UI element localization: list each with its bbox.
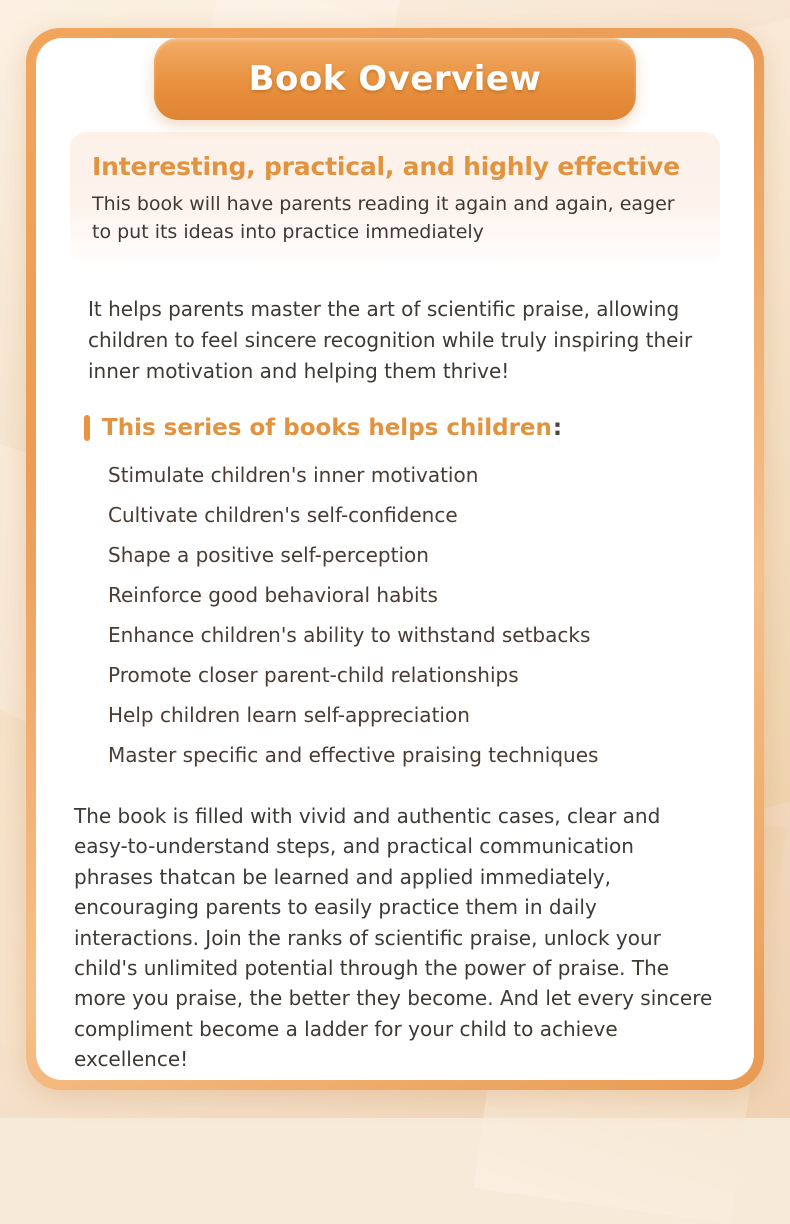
list-item: Reinforce good behavioral habits: [108, 583, 438, 608]
list-item: Shape a positive self-perception: [108, 543, 429, 568]
list-item: Stimulate children's inner motivation: [108, 463, 479, 488]
list-item: Cultivate children's self-confidence: [108, 503, 458, 528]
benefits-list: [70, 455, 720, 775]
closing-paragraph: The book is filled with vivid and authentic cases, clear and easy-to-understand steps, and practical communication phrases thatcan be learned and applied immediately, encouraging parents to easily practice them in daily interactions. Join the ranks of scientific praise, unlock your child's unlimited potential through the power of praise. The more you praise, the better they become. And let every sincere compliment become a ladder for your child to achieve excellence!: [74, 804, 713, 1072]
benefits-section-heading: [84, 415, 720, 441]
card-content: [36, 38, 754, 1080]
list-item: Help children learn self-appreciation: [108, 703, 470, 728]
list-item: Enhance children's ability to withstand setbacks: [108, 623, 591, 648]
intro-paragraph: It helps parents master the art of scientific praise, allowing children to feel sincere recognition while truly inspiring their inner motivation and helping them thrive!: [88, 297, 693, 384]
list-item: Promote closer parent-child relationships: [108, 663, 519, 688]
highlight-box: [70, 132, 720, 268]
page-title: Book Overview: [248, 59, 542, 99]
page-title-banner: [154, 38, 636, 120]
highlight-heading: Interesting, practical, and highly effective: [92, 152, 680, 181]
highlight-body: This book will have parents reading it again and again, eager to put its ideas into practice immediately: [92, 193, 675, 243]
accent-bar-icon: [84, 415, 90, 441]
overview-card: [26, 28, 764, 1090]
benefits-heading-colon: :: [552, 415, 563, 442]
list-item: Master specific and effective praising techniques: [108, 743, 599, 768]
benefits-heading-text: This series of books helps children: [102, 415, 552, 442]
